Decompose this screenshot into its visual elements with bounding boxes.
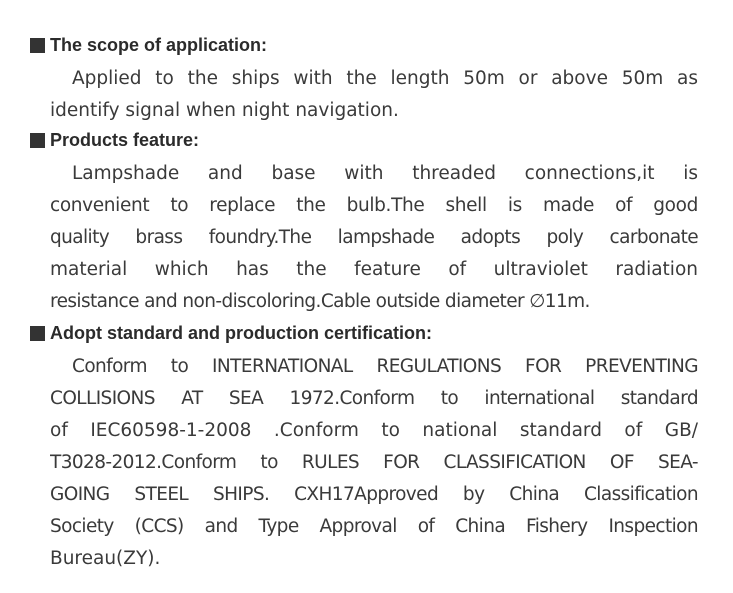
features-section [30,129,698,318]
section-heading [30,129,698,151]
section-heading [30,34,698,56]
bullet-square-icon [30,133,45,148]
body-line: convenient to replace the bulb.The shell is made of good [50,195,698,216]
body-line: quality brass foundry.The lampshade adopts poly carbonate [50,227,698,248]
heading-text: The scope of application: [50,34,268,55]
body-line: Lampshade and base with threaded connections,it is [72,163,698,184]
body-line: Conform to INTERNATIONAL REGULATIONS FOR PREVENTING [72,356,698,377]
body-line: GOING STEEL SHIPS. CXH17Approved by China Classification [50,484,698,505]
heading-text: Products feature: [50,129,200,150]
body-line: Bureau(ZY). [50,548,161,569]
bullet-square-icon [30,326,45,341]
heading-text: Adopt standard and production certification: [50,322,432,343]
section-body [50,63,698,127]
bullet-square-icon [30,38,45,53]
section-body [50,351,698,575]
section-body [50,158,698,318]
body-line: Society (CCS) and Type Approval of China Fishery Inspection [50,516,698,537]
scope-section [30,34,698,127]
body-line: of IEC60598-1-2008 .Conform to national standard of GB/ [50,420,698,441]
section-heading [30,322,698,344]
body-line: identify signal when night navigation. [50,100,399,121]
body-line: T3028-2012.Conform to RULES FOR CLASSIFICATION OF SEA- [50,452,698,473]
body-line: resistance and non-discoloring.Cable outside diameter ∅11m. [50,291,590,312]
body-line: COLLISIONS AT SEA 1972.Conform to international standard [50,388,698,409]
standards-section [30,322,698,575]
body-line: Applied to the ships with the length 50m or above 50m as [72,68,698,89]
body-line: material which has the feature of ultraviolet radiation [50,259,698,280]
